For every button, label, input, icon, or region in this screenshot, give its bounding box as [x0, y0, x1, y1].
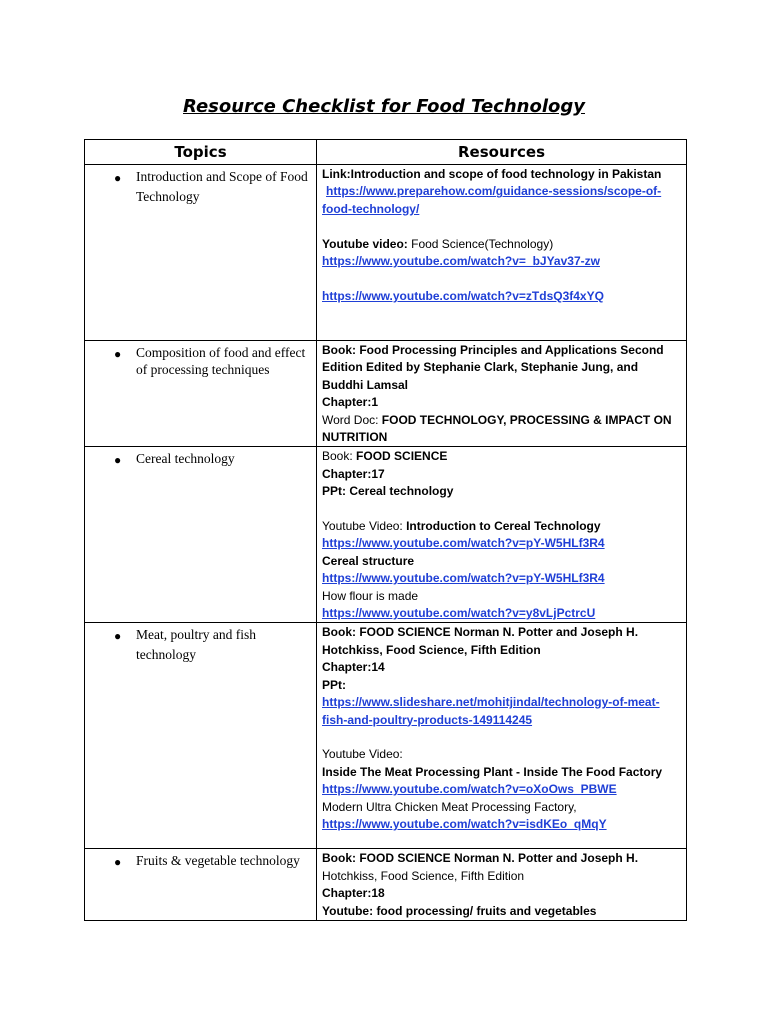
table-row	[85, 447, 687, 623]
topics-header: Topics	[85, 140, 317, 165]
resource-line: Book: FOOD SCIENCE Norman N. Potter and Joseph H.	[322, 851, 639, 866]
resource-link[interactable]: https://www.youtube.com/watch?v=pY-W5HLf3R4	[322, 571, 605, 586]
topic-cell	[85, 165, 317, 341]
bullet-icon: ●	[114, 855, 122, 870]
bullet-icon: ●	[114, 347, 122, 361]
topic-cell	[85, 623, 317, 849]
resource-line: Chapter:14	[322, 660, 385, 675]
resource-line: Cereal structure	[322, 553, 415, 568]
table-row	[85, 849, 687, 921]
resource-line: NUTRITION	[322, 430, 388, 445]
resources-cell	[317, 165, 687, 341]
resource-line: Chapter:18	[322, 886, 385, 901]
resources-header: Resources	[317, 140, 687, 165]
resource-text: food processing/ fruits and vegetables	[376, 903, 597, 918]
resource-link[interactable]: https://www.preparehow.com/guidance-sessions/scope-of-	[326, 184, 662, 199]
topic-cell	[85, 849, 317, 921]
resources-cell	[317, 341, 687, 447]
resource-link[interactable]: food-technology/	[322, 201, 420, 216]
table-row	[85, 341, 687, 447]
topic-text: Cereal technology	[136, 451, 235, 467]
resource-link[interactable]: https://www.youtube.com/watch?v=oXoOws_PBWE	[322, 782, 617, 797]
bullet-icon: ●	[114, 629, 122, 644]
resource-text: Introduction to Cereal Technology	[406, 519, 601, 534]
resources-cell	[317, 447, 687, 623]
resource-line: PPt:	[322, 677, 346, 692]
resource-line: Inside The Meat Processing Plant - Inside The Food Factory	[322, 764, 663, 779]
topic-cell	[85, 447, 317, 623]
resource-line: How flour is made	[322, 588, 419, 603]
resource-line: Buddhi Lamsal	[322, 377, 409, 392]
resource-line: Link:Introduction and scope of food technology in Pakistan	[322, 167, 662, 181]
resources-cell	[317, 623, 687, 849]
topic-text: Introduction and Scope of Food Technology	[136, 169, 308, 204]
resource-link[interactable]: https://www.youtube.com/watch?v=isdKEo_qMqY	[322, 816, 607, 831]
resource-link[interactable]: https://www.youtube.com/watch?v=pY-W5HLf3R4	[322, 536, 605, 551]
resource-label: Youtube:	[322, 903, 377, 918]
resource-text: FOOD SCIENCE	[356, 449, 448, 464]
resource-link[interactable]: fish-and-poultry-products-149114245	[322, 712, 533, 727]
topic-text: Fruits & vegetable technology	[136, 853, 300, 869]
topic-text: Meat, poultry and fish technology	[136, 627, 256, 663]
resource-line: Hotchkiss, Food Science, Fifth Edition	[322, 642, 541, 657]
resource-line: PPt: Cereal technology	[322, 484, 454, 499]
resource-line: Youtube Video:	[322, 747, 403, 762]
resource-line: Edition Edited by Stephanie Clark, Stephanie Jung, and	[322, 360, 639, 375]
page-title: Resource Checklist for Food Technology	[183, 96, 585, 117]
resource-label: Word Doc:	[322, 412, 382, 427]
resource-text: Food Science(Technology)	[411, 236, 554, 251]
resource-text: FOOD TECHNOLOGY, PROCESSING & IMPACT ON	[381, 412, 672, 427]
resource-link[interactable]: https://www.youtube.com/watch?v=_bJYav37-zw	[322, 254, 600, 269]
resource-line: Chapter:17	[322, 466, 385, 481]
table-row	[85, 623, 687, 849]
resource-line: Book: FOOD SCIENCE Norman N. Potter and Joseph H.	[322, 625, 639, 640]
resource-label: Book:	[322, 449, 357, 464]
resource-link[interactable]: https://www.slideshare.net/mohitjindal/technology-of-meat-	[322, 695, 660, 710]
resource-line: Book: Food Processing Principles and Applications Second	[322, 343, 664, 357]
resource-link[interactable]: https://www.youtube.com/watch?v=y8vLjPctrcU	[322, 606, 596, 621]
resource-table	[84, 139, 687, 921]
table-row	[85, 165, 687, 341]
resource-line: Modern Ultra Chicken Meat Processing Factory,	[322, 799, 577, 814]
bullet-icon: ●	[114, 453, 122, 468]
resource-line: Hotchkiss, Food Science, Fifth Edition	[322, 868, 525, 883]
resources-cell	[317, 849, 687, 921]
table-header-row	[85, 140, 687, 165]
resource-link[interactable]: https://www.youtube.com/watch?v=zTdsQ3f4xYQ	[322, 288, 604, 303]
resource-label: Youtube Video:	[322, 519, 407, 534]
topic-cell	[85, 341, 317, 447]
resource-line: Chapter:1	[322, 395, 379, 410]
resource-label: Youtube video:	[322, 236, 412, 251]
bullet-icon: ●	[114, 171, 122, 185]
topic-text: Composition of food and effect of processing techniques	[136, 345, 306, 377]
